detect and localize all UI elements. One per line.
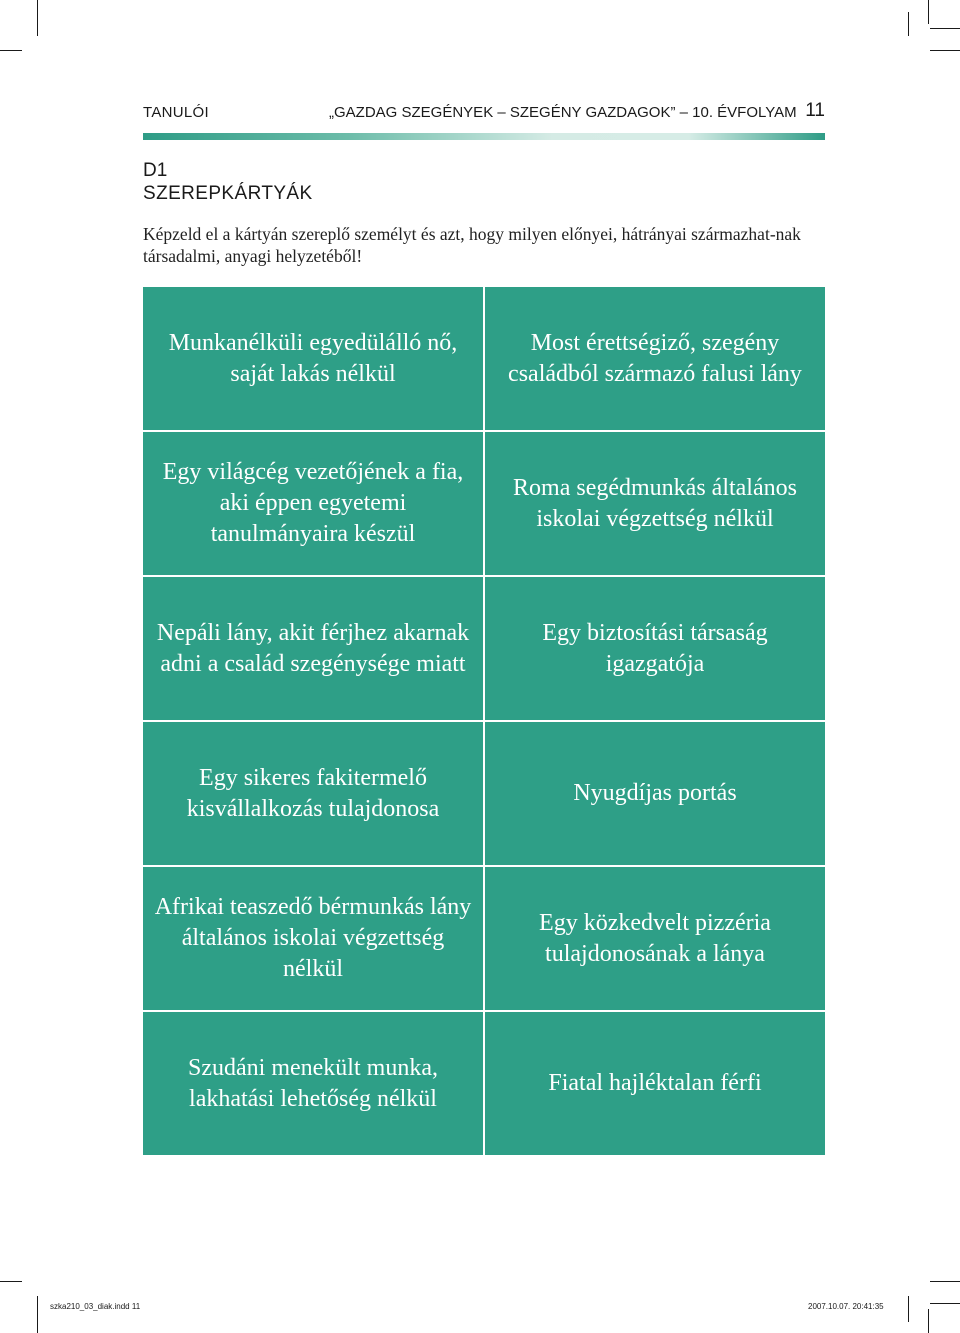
role-card: Roma segédmunkás általános iskolai végzettség nélkül <box>485 432 825 575</box>
running-header <box>143 100 825 124</box>
crop-mark <box>928 1309 929 1333</box>
header-rule <box>143 133 825 140</box>
role-card-grid <box>143 287 825 1157</box>
crop-mark <box>0 1281 22 1282</box>
page-number: 11 <box>805 100 825 121</box>
role-card: Most érettségiző, szegény családból származó falusi lány <box>485 287 825 430</box>
header-title: „GAZDAG SZEGÉNYEK – SZEGÉNY GAZDAGOK” – 10. ÉVFOLYAM <box>329 104 797 121</box>
crop-mark <box>930 28 960 29</box>
role-card: Fiatal hajléktalan férfi <box>485 1012 825 1155</box>
role-card: Egy biztosítási társaság igazgatója <box>485 577 825 720</box>
header-label: TANULÓI <box>143 104 209 121</box>
instruction-text: Képzeld el a kártyán szereplő személyt és azt, hogy milyen előnyei, hátrányai származhat-nak társadalmi, anyagi helyzetéből! <box>143 224 801 266</box>
crop-mark <box>930 1281 960 1282</box>
print-slug-timestamp: 2007.10.07. 20:41:35 <box>808 1302 884 1311</box>
crop-mark <box>37 1296 38 1333</box>
role-card: Egy sikeres fakitermelő kisvállalkozás tulajdonosa <box>143 722 483 865</box>
role-card: Munkanélküli egyedülálló nő, saját lakás nélkül <box>143 287 483 430</box>
role-card: Afrikai teaszedő bérmunkás lány általános iskolai végzettség nélkül <box>143 867 483 1010</box>
role-card: Egy közkedvelt pizzéria tulajdonosának a lánya <box>485 867 825 1010</box>
role-card: Nyugdíjas portás <box>485 722 825 865</box>
crop-mark <box>908 12 909 36</box>
crop-mark <box>930 1303 960 1304</box>
crop-mark <box>928 0 929 24</box>
crop-mark <box>930 50 960 51</box>
crop-mark <box>0 50 22 51</box>
section-code: D1 <box>143 160 168 181</box>
crop-mark <box>37 0 38 36</box>
role-card: Szudáni menekült munka, lakhatási lehetőség nélkül <box>143 1012 483 1155</box>
role-card: Nepáli lány, akit férjhez akarnak adni a család szegénysége miatt <box>143 577 483 720</box>
role-card: Egy világcég vezetőjének a fia, aki éppen egyetemi tanulmányaira készül <box>143 432 483 575</box>
print-slug-file: szka210_03_diak.indd 11 <box>50 1302 141 1311</box>
crop-mark <box>908 1296 909 1322</box>
section-title: SZEREPKÁRTYÁK <box>143 183 313 204</box>
